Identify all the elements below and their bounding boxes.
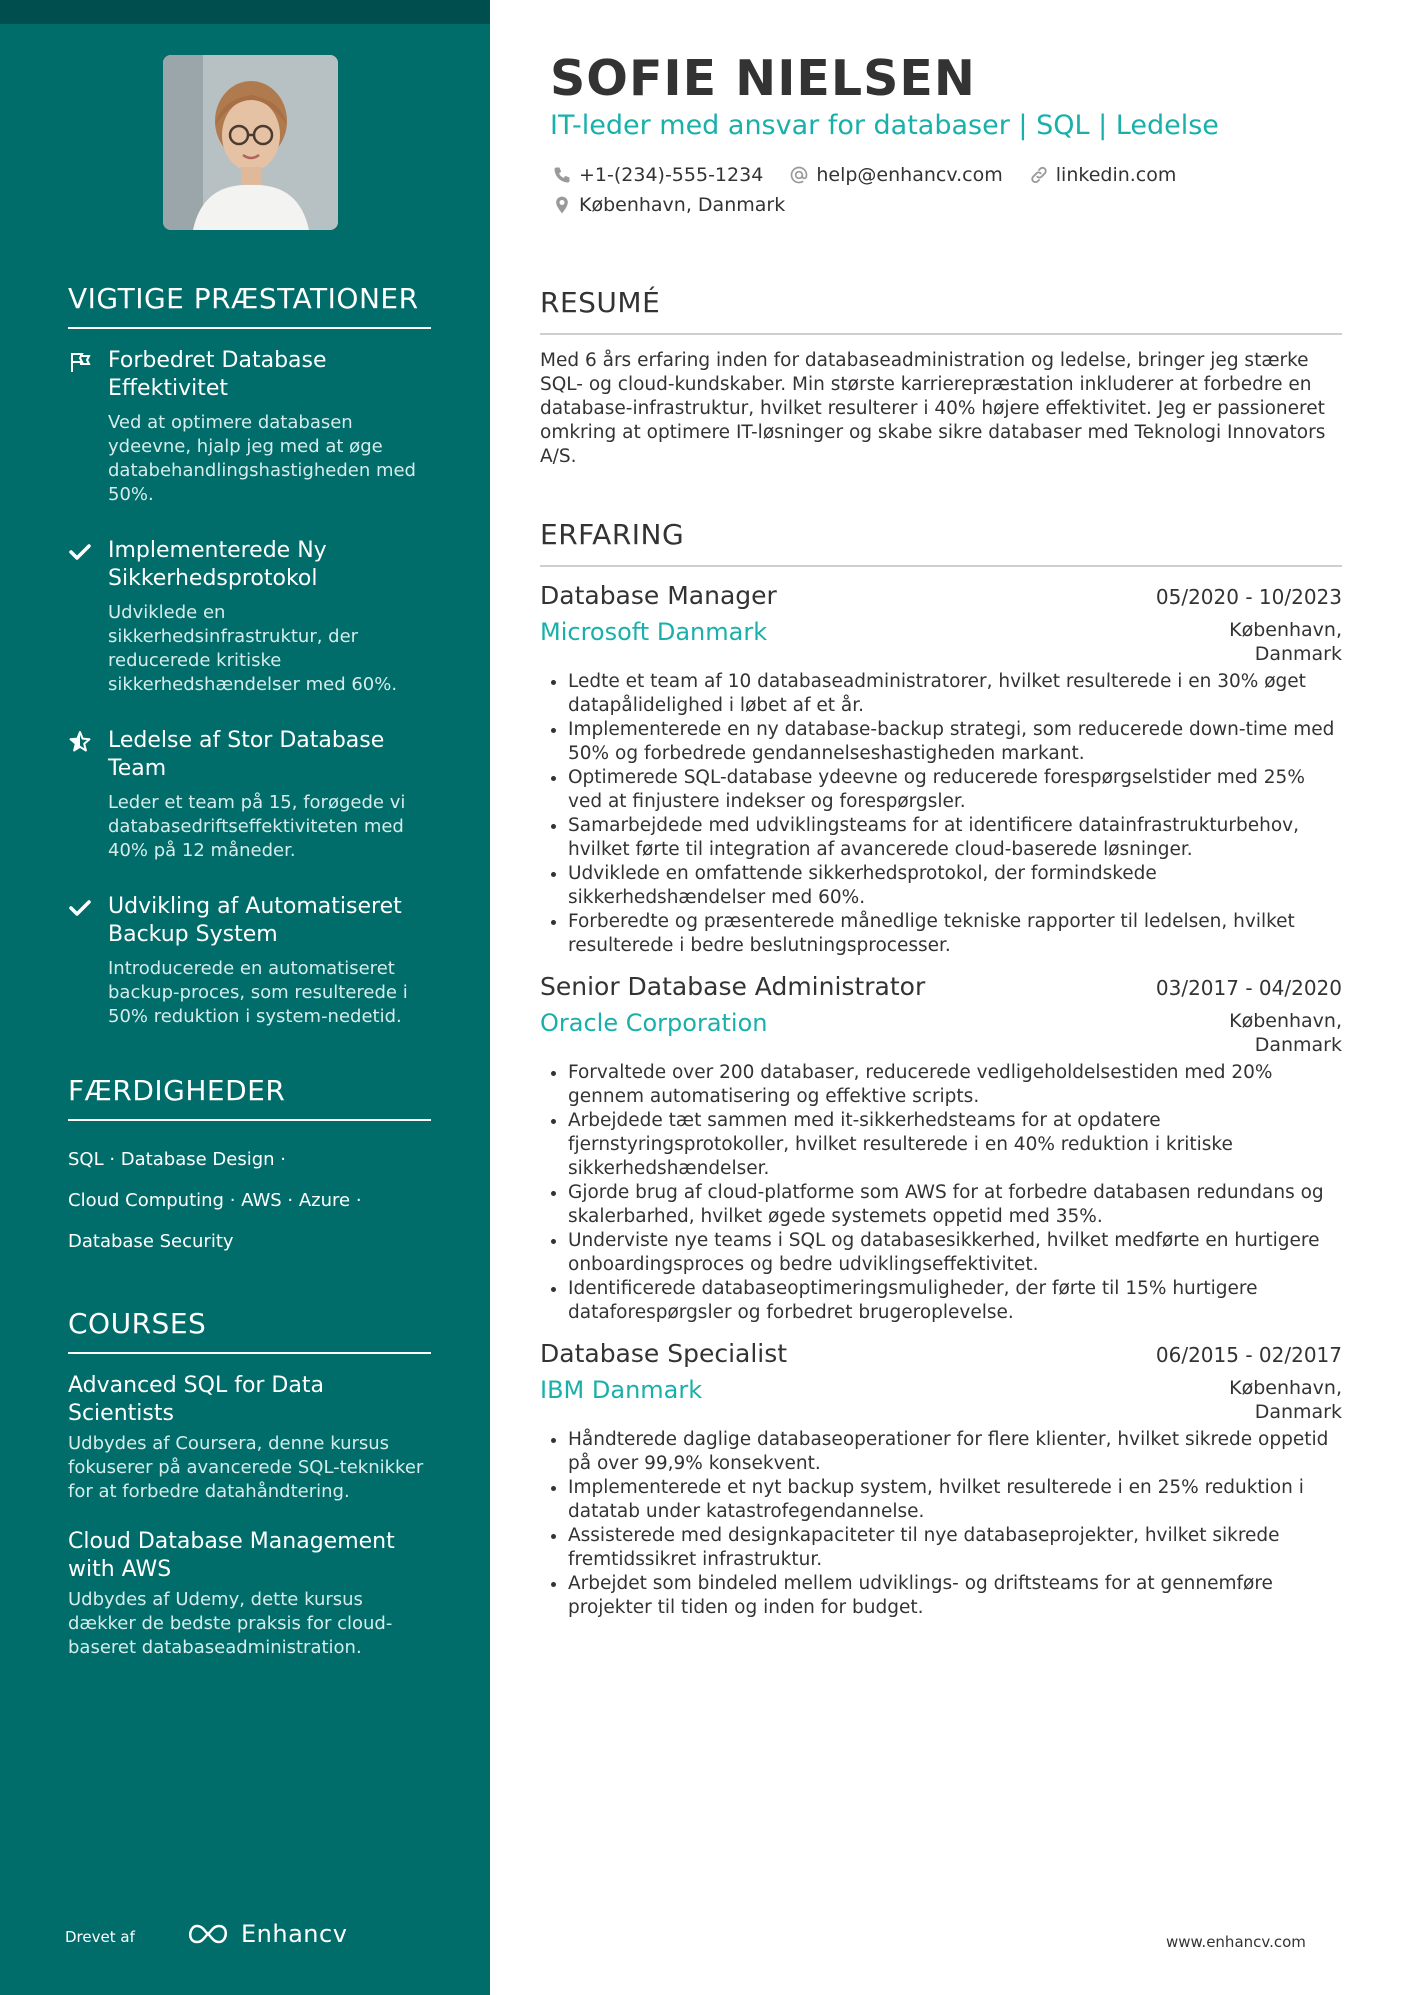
job-bullet: • Optimerede SQL-database ydeevne og reducerede forespørgselstider med 25% ved at finjustere indekser og forespørgsler. <box>568 766 1342 814</box>
job-bullets <box>540 670 1342 958</box>
job-bullet: • Gjorde brug af cloud-platforme som AWS for at forbedre databasen redundans og skalerbarhed, hvilket øgede systemets oppetid med 35%. <box>568 1181 1342 1229</box>
job-bullet: • Implementerede et nyt backup system, hvilket resulterede i en 25% reduktion i datatab under katastrofegendannelse. <box>568 1476 1342 1524</box>
achievement-desc: Introducerede en automatiseret backup-proces, som resulterede i 50% reduktion i system-nedetid. <box>108 958 408 1027</box>
achievement-item <box>68 347 431 507</box>
job-role: Database Specialist <box>540 1339 788 1368</box>
job-location: København, Danmark <box>1229 1010 1342 1056</box>
job-entry <box>540 972 1342 1325</box>
linkedin-text: linkedin.com <box>1055 164 1177 186</box>
portrait-illustration <box>163 55 338 230</box>
courses-section <box>68 1307 431 1684</box>
contact-phone[interactable] <box>552 160 763 190</box>
skills-list <box>68 1139 431 1262</box>
phone-icon <box>552 165 572 185</box>
profile-photo <box>163 55 338 230</box>
job-bullet: • Underviste nye teams i SQL og databasesikkerhed, hvilket medførte en hurtigere onboardingsproces og bedre udviklingseffektivitet. <box>568 1229 1342 1277</box>
skills-line: Database Security <box>68 1231 234 1252</box>
job-company: IBM Danmark <box>540 1376 703 1404</box>
brand-name: Enhancv <box>241 1920 348 1948</box>
experience-title: ERFARING <box>540 518 1342 567</box>
footer-url[interactable]: www.enhancv.com <box>1166 1933 1306 1951</box>
phone-text: +1-(234)-555-1234 <box>579 164 764 186</box>
check-icon <box>68 896 92 920</box>
achievement-desc: Udviklede en sikkerhedsinfrastruktur, der reducerede kritiske sikkerhedshændelser med 60%. <box>108 602 398 695</box>
course-title: Advanced SQL for Data Scientists <box>68 1373 324 1426</box>
job-location: København, Danmark <box>1229 1377 1342 1423</box>
achievement-desc: Ved at optimere databasen ydeevne, hjalp jeg med at øge databehandlingshastigheden med 50%. <box>108 412 416 505</box>
course-item <box>68 1528 431 1660</box>
job-company: Oracle Corporation <box>540 1009 768 1037</box>
location-pin-icon <box>552 195 572 215</box>
job-bullet: • Forberedte og præsenterede månedlige tekniske rapporter til ledelsen, hvilket resulterede i bedre beslutningsprocesser. <box>568 910 1342 958</box>
job-role: Senior Database Administrator <box>540 972 926 1001</box>
course-item <box>68 1372 431 1504</box>
course-title: Cloud Database Management with AWS <box>68 1529 395 1582</box>
achievements-section <box>68 282 431 1059</box>
skills-title: FÆRDIGHEDER <box>68 1074 431 1121</box>
job-bullet: • Identificerede databaseoptimeringsmuligheder, der førte til 15% hurtigere dataforespørgsler og forbedret brugeroplevelse. <box>568 1277 1342 1325</box>
powered-by-label: Drevet af <box>65 1928 135 1946</box>
skills-section <box>68 1074 431 1262</box>
achievement-title: Implementerede Ny Sikkerhedsprotokol <box>108 538 327 591</box>
skills-line: SQL · Database Design · <box>68 1149 286 1170</box>
course-desc: Udbydes af Coursera, denne kursus fokuserer på avancerede SQL-teknikker for at forbedre datahåndtering. <box>68 1433 424 1502</box>
achievement-item <box>68 893 431 1029</box>
experience-section <box>540 518 1342 1634</box>
contact-linkedin[interactable] <box>1029 160 1177 190</box>
achievement-title: Udvikling af Automatiseret Backup System <box>108 894 402 947</box>
job-bullet: • Håndterede daglige databaseoperationer for flere klienter, hvilket sikrede oppetid på over 99,9% konsekvent. <box>568 1428 1342 1476</box>
location-text: København, Danmark <box>579 194 786 216</box>
job-bullets <box>540 1428 1342 1620</box>
job-entry <box>540 1339 1342 1620</box>
summary-title: RESUMÉ <box>540 286 1342 335</box>
job-dates: 03/2017 - 04/2020 <box>1155 976 1342 1000</box>
job-bullet: • Arbejdede tæt sammen med it-sikkerhedsteams for at opdatere fjernstyringsprotokoller, hvilket resulterede i en 40% reduktion i kritiske sikkerhedshændelser. <box>568 1109 1342 1181</box>
job-location: København, Danmark <box>1229 619 1342 665</box>
contact-info <box>552 160 1332 220</box>
achievement-item <box>68 537 431 697</box>
candidate-tagline: IT-leder med ansvar for databaser | SQL | Ledelse <box>550 110 1219 141</box>
achievement-title: Ledelse af Stor Database Team <box>108 728 385 781</box>
skills-line: Cloud Computing · AWS · Azure · <box>68 1190 362 1211</box>
candidate-name: SOFIE NIELSEN <box>550 50 976 107</box>
achievements-title: VIGTIGE PRÆSTATIONER <box>68 282 431 329</box>
link-icon <box>1029 165 1049 185</box>
job-company: Microsoft Danmark <box>540 618 768 646</box>
job-bullet: • Samarbejdede med udviklingsteams for at identificere datainfrastrukturbehov, hvilket førte til integration af avancerede cloud-baserede løsninger. <box>568 814 1342 862</box>
achievement-item <box>68 727 431 863</box>
flag-icon <box>68 350 92 374</box>
contact-location <box>552 190 785 220</box>
job-bullet: • Forvaltede over 200 databaser, reducerede vedligeholdelsestiden med 20% gennem automatisering og effektive scripts. <box>568 1061 1342 1109</box>
contact-email[interactable] <box>789 160 1002 190</box>
star-icon <box>68 730 92 754</box>
summary-text: Med 6 års erfaring inden for databaseadministration og ledelse, bringer jeg stærke SQL- og cloud-kundskaber. Min største karrierepræstation inkluderer at forbedre en database-infrastruktur, hvilket resulterer i 40% højere effektivitet. Jeg er passioneret omkring at optimere IT-løsninger og skabe sikre databaser med Teknologi Innovators A/S. <box>540 350 1326 467</box>
job-bullet: • Ledte et team af 10 databaseadministratorer, hvilket resulterede i en 30% øget datapålidelighed i løbet af et år. <box>568 670 1342 718</box>
summary-section <box>540 286 1342 469</box>
job-bullet: • Implementerede en ny database-backup strategi, som reducerede down-time med 50% og forbedrede gendannelseshastigheden markant. <box>568 718 1342 766</box>
job-bullets <box>540 1061 1342 1325</box>
sidebar-top-band <box>0 0 490 24</box>
sidebar <box>0 0 490 1995</box>
email-text: help@enhancv.com <box>816 164 1003 186</box>
at-icon <box>789 165 809 185</box>
enhancv-logo[interactable] <box>185 1920 347 1948</box>
achievement-desc: Leder et team på 15, forøgede vi databasedriftseffektiviteten med 40% på 12 måneder. <box>108 792 406 861</box>
job-entry <box>540 581 1342 958</box>
enhancv-logo-icon <box>185 1922 231 1946</box>
job-bullet: • Assisterede med designkapaciteter til nye databaseprojekter, hvilket sikrede fremtidssikret infrastruktur. <box>568 1524 1342 1572</box>
job-bullet: • Arbejdet som bindeled mellem udviklings- og driftsteams for at gennemføre projekter til tiden og inden for budget. <box>568 1572 1342 1620</box>
achievement-title: Forbedret Database Effektivitet <box>108 348 327 401</box>
course-desc: Udbydes af Udemy, dette kursus dækker de bedste praksis for cloud-baseret databaseadministration. <box>68 1589 393 1658</box>
job-bullet: • Udviklede en omfattende sikkerhedsprotokol, der formindskede sikkerhedshændelser med 60%. <box>568 862 1342 910</box>
check-icon <box>68 540 92 564</box>
job-role: Database Manager <box>540 581 777 610</box>
courses-title: COURSES <box>68 1307 431 1354</box>
job-dates: 06/2015 - 02/2017 <box>1155 1343 1342 1367</box>
job-dates: 05/2020 - 10/2023 <box>1155 585 1342 609</box>
